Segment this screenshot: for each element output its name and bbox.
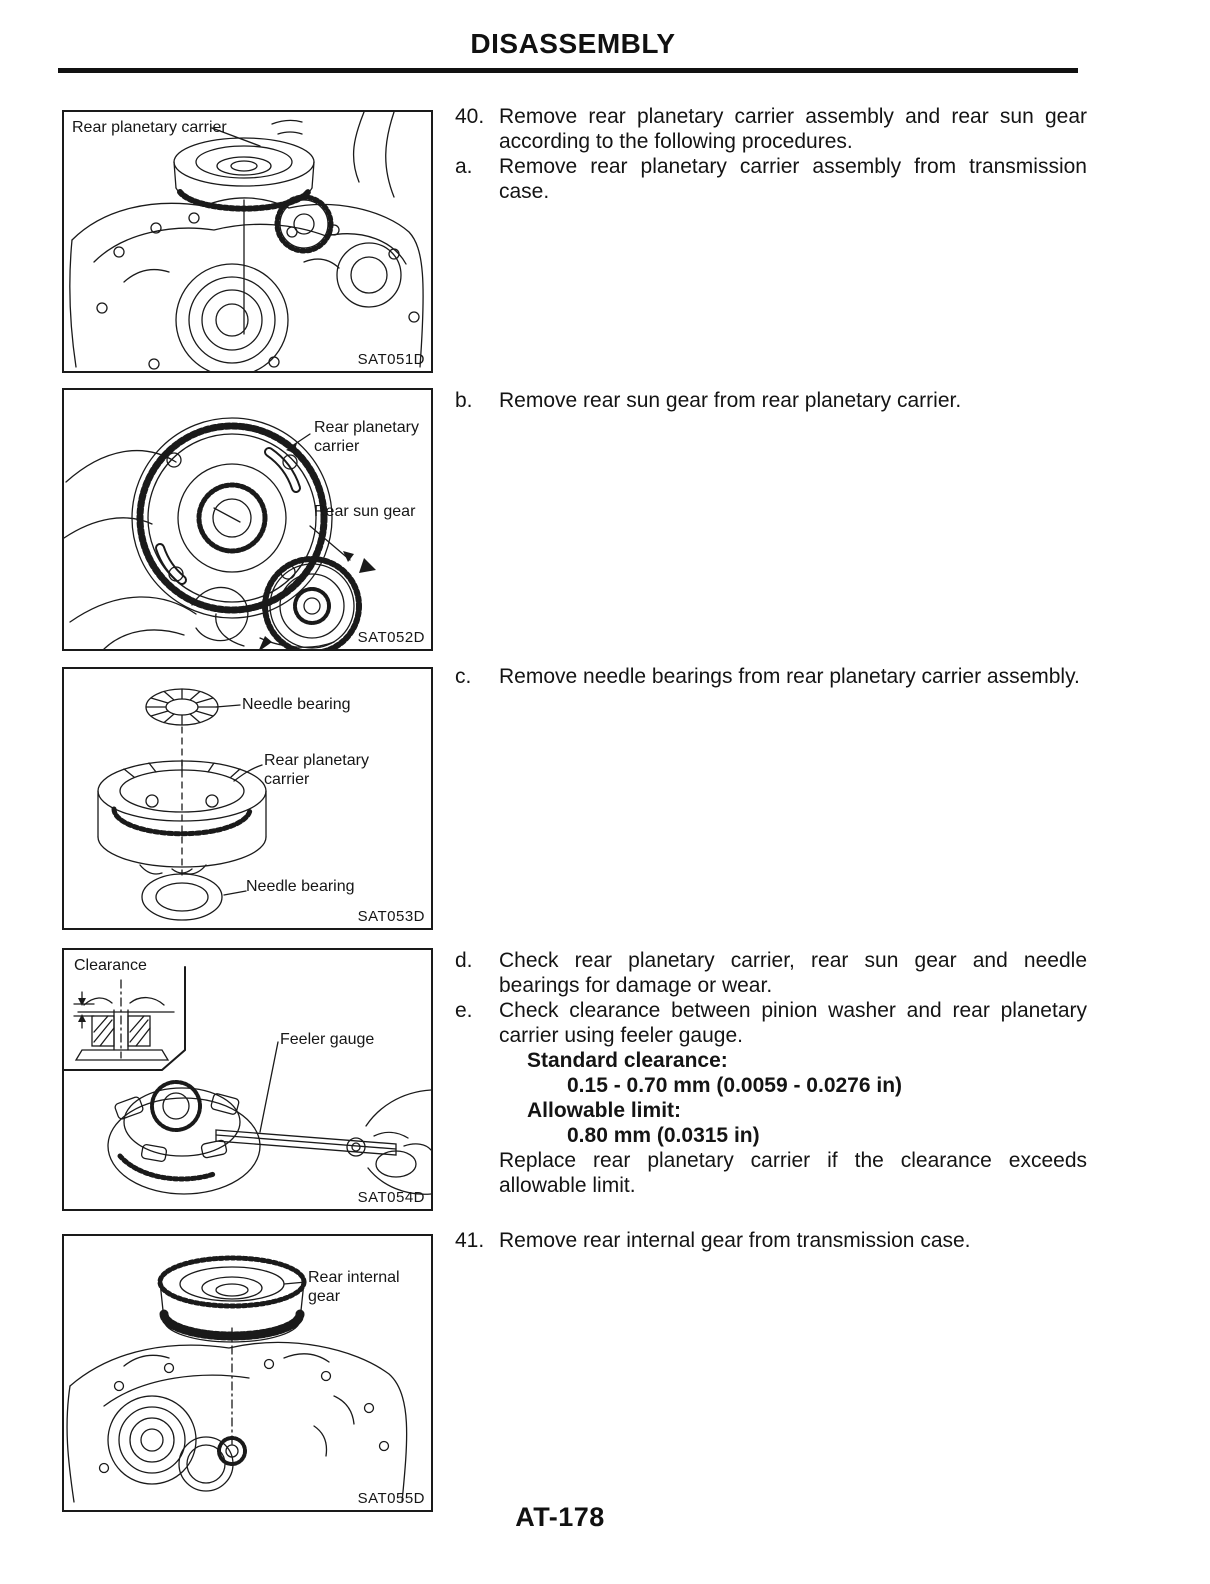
step-41: [455, 1228, 1087, 1253]
step-40b-block: [455, 388, 1087, 413]
feeler-gauge-clearance-drawing: [64, 950, 431, 1209]
step-text: Remove needle bearings from rear planetary carrier assembly.: [499, 665, 1080, 688]
page-title: DISASSEMBLY: [470, 28, 676, 59]
step-40de-block: [455, 948, 1087, 1198]
transmission-case-carrier-drawing: [64, 112, 431, 371]
step-text: Check clearance between pinion washer and rear planetary carrier using feeler gauge.: [499, 999, 1087, 1047]
label-rear-internal-gear: Rear internal gear: [308, 1269, 400, 1305]
step-letter: a.: [455, 155, 473, 178]
step-text: Remove rear sun gear from rear planetary carrier.: [499, 389, 962, 412]
step-number: 41.: [455, 1229, 485, 1252]
step-letter: d.: [455, 949, 473, 972]
label-clearance: Clearance: [74, 957, 147, 974]
step-40c-block: [455, 664, 1087, 689]
label-rear-planetary-carrier: Rear planetary carrier: [72, 119, 227, 136]
replace-note: Replace rear planetary carrier if the clearance exceeds allowable limit.: [499, 1149, 1087, 1197]
step-letter: e.: [455, 999, 473, 1022]
standard-clearance-label: Standard clearance:: [527, 1049, 728, 1072]
step-40d: [455, 948, 1087, 998]
label-rear-planetary-carrier: Rear planetary carrier: [314, 419, 419, 455]
step-41-block: [455, 1228, 1087, 1253]
step-40: [455, 104, 1087, 154]
figure-code: SAT053D: [357, 908, 425, 925]
figure-sat052d: [62, 388, 433, 651]
label-needle-bearing-bottom: Needle bearing: [246, 878, 355, 895]
step-text: Check rear planetary carrier, rear sun gear and needle bearings for damage or wear.: [499, 949, 1087, 997]
figure-sat055d: [62, 1234, 433, 1512]
step-40b: [455, 388, 1087, 413]
step-40a: [455, 154, 1087, 204]
label-rear-sun-gear: Rear sun gear: [314, 503, 416, 520]
step-40c: [455, 664, 1087, 689]
step-number: 40.: [455, 105, 485, 128]
figure-code: SAT054D: [357, 1189, 425, 1206]
header-rule: [58, 68, 1078, 73]
figure-sat051d: [62, 110, 433, 373]
figure-code: SAT052D: [357, 629, 425, 646]
label-needle-bearing-top: Needle bearing: [242, 696, 351, 713]
step-text: Remove rear internal gear from transmission case.: [499, 1229, 971, 1252]
figure-sat054d: [62, 948, 433, 1211]
figure-code: SAT055D: [357, 1490, 425, 1507]
step-text: Remove rear planetary carrier assembly and rear sun gear according to the following procedures.: [499, 105, 1087, 153]
step-text: Remove rear planetary carrier assembly from transmission case.: [499, 155, 1087, 203]
allowable-limit-value: 0.80 mm (0.0315 in): [567, 1124, 760, 1147]
figure-sat053d: [62, 667, 433, 930]
figure-code: SAT051D: [357, 351, 425, 368]
label-rear-planetary-carrier: Rear planetary carrier: [264, 752, 369, 788]
step-40e: [455, 998, 1087, 1048]
step-letter: c.: [455, 665, 472, 688]
standard-clearance-value: 0.15 - 0.70 mm (0.0059 - 0.0276 in): [567, 1074, 903, 1097]
allowable-limit-label: Allowable limit:: [527, 1099, 682, 1122]
page-number: AT-178: [515, 1502, 605, 1532]
label-feeler-gauge: Feeler gauge: [280, 1031, 375, 1048]
step-letter: b.: [455, 389, 473, 412]
step-40-block: [455, 104, 1087, 204]
